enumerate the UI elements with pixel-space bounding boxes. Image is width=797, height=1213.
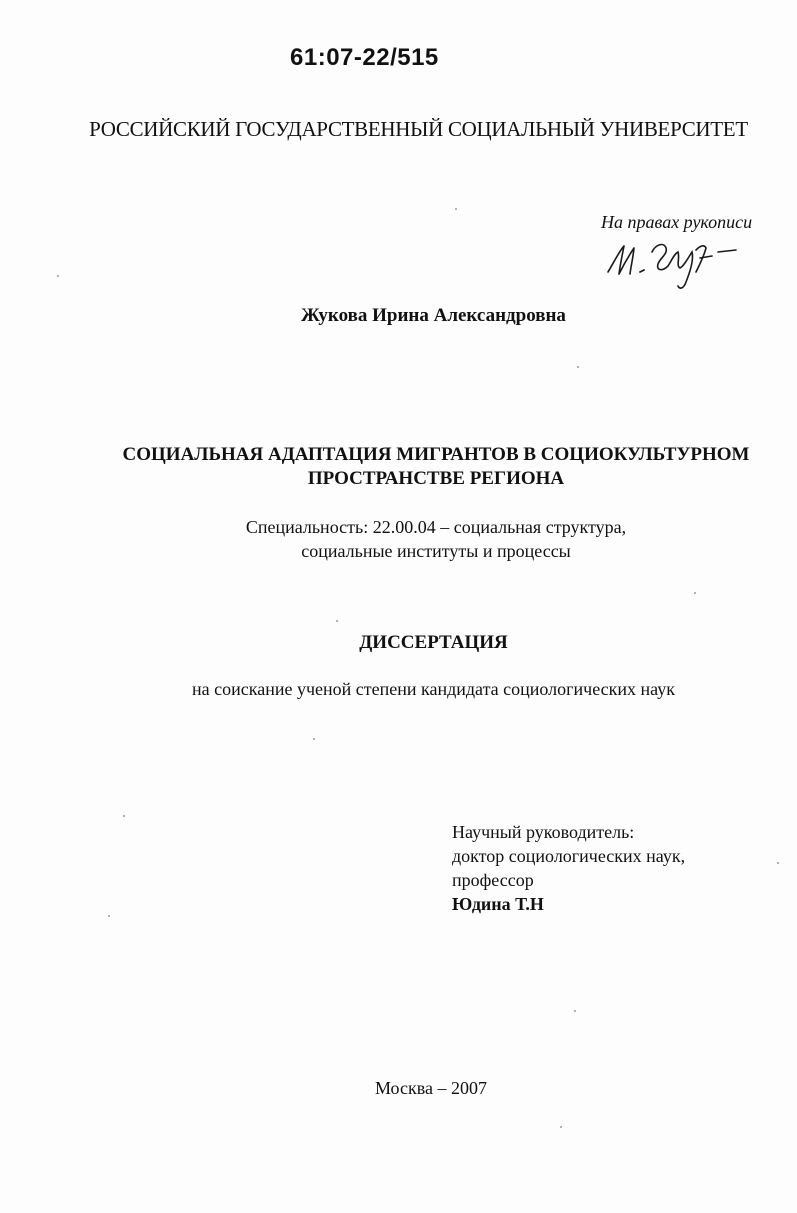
degree-line: на соискание ученой степени кандидата социологических наук <box>192 679 675 699</box>
supervisor-name: Юдина Т.Н <box>452 894 544 914</box>
supervisor-label: Научный руководитель: <box>452 822 635 842</box>
scan-speck <box>574 1010 576 1012</box>
title-line: СОЦИАЛЬНАЯ АДАПТАЦИЯ МИГРАНТОВ В СОЦИОКУЛЬТУРНОМ <box>122 444 750 465</box>
scan-speck <box>313 738 315 740</box>
handwritten-signature <box>600 232 760 292</box>
supervisor-block <box>452 820 685 916</box>
dissertation-title <box>0 443 797 491</box>
scan-speck <box>560 1126 562 1128</box>
scan-speck <box>577 366 579 368</box>
scan-speck <box>57 275 59 277</box>
scan-speck <box>123 815 125 817</box>
scan-speck <box>455 208 457 210</box>
title-line: ПРОСТРАНСТВЕ РЕГИОНА <box>307 468 565 489</box>
manuscript-note: На правах рукописи <box>601 212 753 232</box>
supervisor-degree: доктор социологических наук, <box>452 846 686 866</box>
scan-speck <box>336 620 338 622</box>
supervisor-rank: профессор <box>452 870 534 890</box>
university-name: РОССИЙСКИЙ ГОСУДАРСТВЕННЫЙ СОЦИАЛЬНЫЙ УНИВЕРСИТЕТ <box>89 117 748 141</box>
specialty-line: Специальность: 22.00.04 – социальная структура, <box>245 517 627 537</box>
document-type: ДИССЕРТАЦИЯ <box>359 632 508 653</box>
author-name: Жукова Ирина Александровна <box>301 305 566 326</box>
archive-code: 61:07-22/515 <box>290 44 439 71</box>
specialty <box>0 515 797 563</box>
city-year: Москва – 2007 <box>375 1078 487 1098</box>
specialty-line: социальные институты и процессы <box>301 541 571 561</box>
scan-speck <box>108 915 110 917</box>
scan-speck <box>694 592 696 594</box>
scan-speck <box>777 862 779 864</box>
